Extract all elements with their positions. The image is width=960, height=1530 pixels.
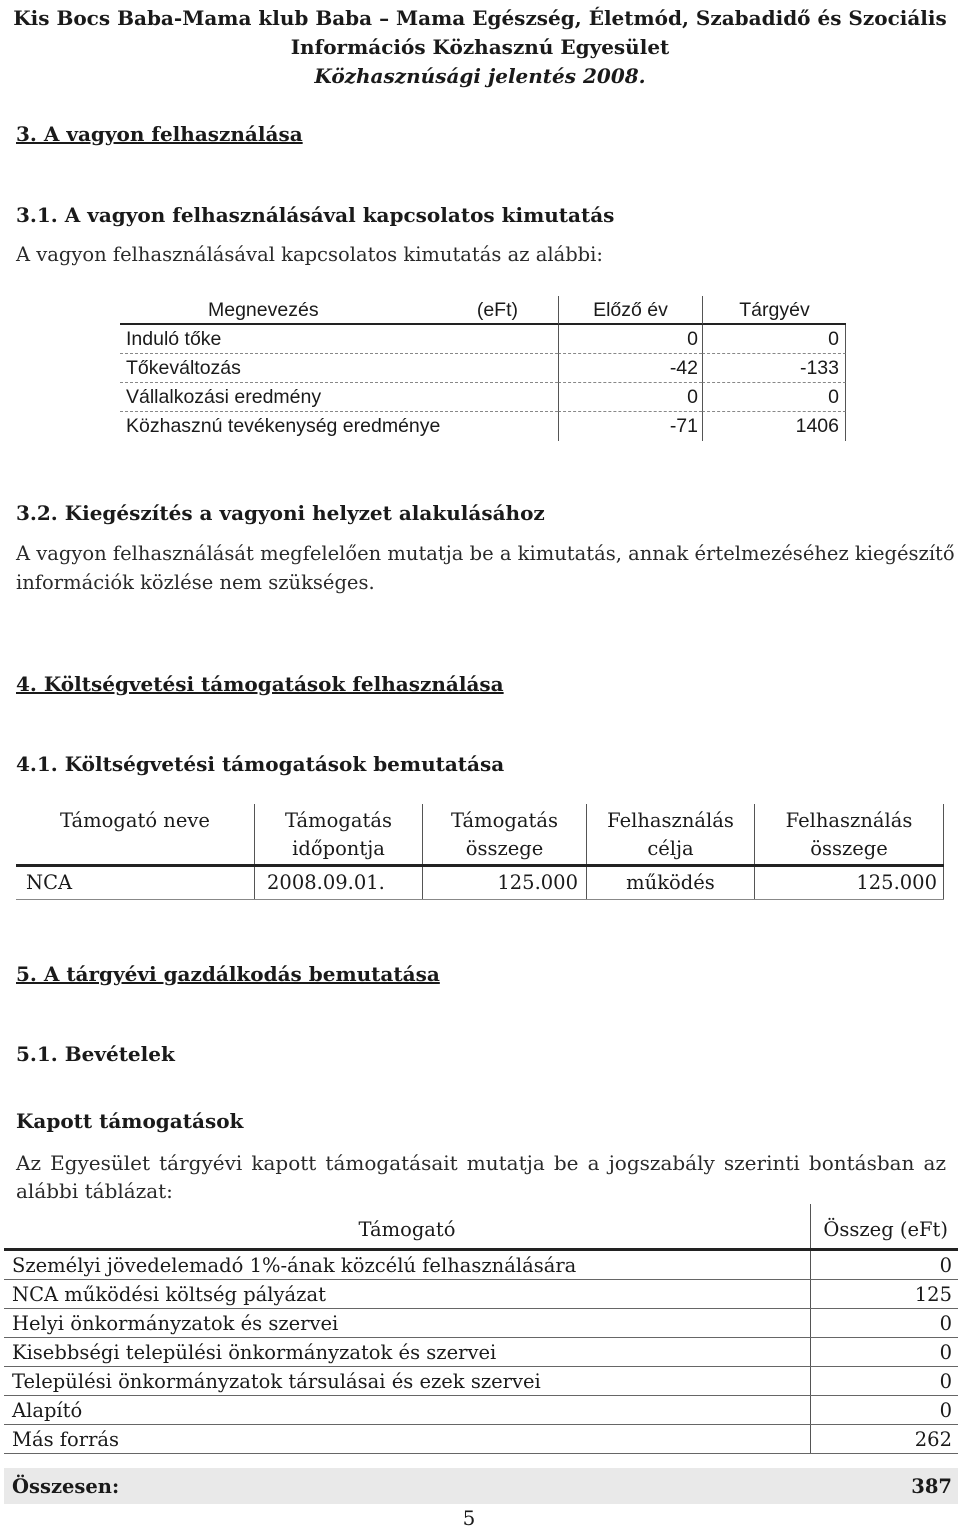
- table-row: Alapító 0: [4, 1396, 958, 1425]
- table-row: NCA működési költség pályázat 125: [4, 1280, 958, 1309]
- section-3-2-text-line2: információk közlése nem szükséges.: [16, 571, 375, 594]
- table-row: Közhasznú tevékenység eredménye -71 1406: [120, 412, 846, 441]
- table-header-row: [120, 296, 846, 325]
- section-5-title: 5. A tárgyévi gazdálkodás bemutatása: [16, 962, 440, 986]
- document-header: [0, 4, 960, 91]
- col-header-date: Támogatás időpontja: [254, 804, 422, 864]
- col-header-name: Megnevezés: [208, 299, 319, 321]
- table-row: Személyi jövedelemadó 1%-ának közcélú felhasználására 0: [4, 1251, 958, 1280]
- col-header-supporter: Támogató: [358, 1218, 456, 1241]
- table-header-row: [16, 804, 944, 867]
- subsidy-table: [16, 804, 944, 900]
- header-report-title: Közhasznúsági jelentés 2008.: [314, 64, 646, 88]
- table-row: Helyi önkormányzatok és szervei 0: [4, 1309, 958, 1338]
- table-total-row: [4, 1468, 958, 1504]
- table-row: Vállalkozási eredmény 0 0: [120, 383, 846, 412]
- asset-usage-table: [120, 296, 846, 441]
- col-header-used-amount: Felhasználás összege: [754, 804, 944, 864]
- col-header-amount: Támogatás összege: [422, 804, 586, 864]
- page-number: 5: [462, 1506, 476, 1530]
- section-4-title: 4. Költségvetési támogatások felhasználása: [16, 672, 504, 696]
- col-header-amount: Összeg (eFt): [810, 1204, 958, 1248]
- received-subsidies-text-line1: Az Egyesület tárgyévi kapott támogatásait mutatja be a jogszabály szerinti bontásban az: [16, 1151, 946, 1175]
- table-row: Kisebbségi települési önkormányzatok és szervei 0: [4, 1338, 958, 1367]
- col-header-supporter: Támogató neve: [60, 809, 210, 832]
- table-row: Induló tőke 0 0: [120, 325, 846, 354]
- section-3-2-title: 3.2. Kiegészítés a vagyoni helyzet alakulásához: [16, 501, 545, 525]
- table-row: Települési önkormányzatok társulásai és ezek szervei 0: [4, 1367, 958, 1396]
- table-row: NCA 2008.09.01. 125.000 működés 125.000: [16, 867, 944, 900]
- received-subsidies-table: [4, 1204, 958, 1504]
- section-3-1-text: A vagyon felhasználásával kapcsolatos kimutatás az alábbi:: [16, 243, 603, 266]
- section-5-1-title: 5.1. Bevételek: [16, 1042, 175, 1066]
- section-3-title: 3. A vagyon felhasználása: [16, 122, 303, 146]
- section-3-2-text-line1: A vagyon felhasználását megfelelően mutatja be a kimutatás, annak értelmezéséhez kiegészítő: [16, 542, 955, 565]
- col-header-prev-year: Előző év: [558, 296, 702, 325]
- received-subsidies-title: Kapott támogatások: [16, 1109, 244, 1133]
- section-3-1-title: 3.1. A vagyon felhasználásával kapcsolatos kimutatás: [16, 203, 615, 227]
- table-row: Tőkeváltozás -42 -133: [120, 354, 846, 383]
- col-header-current-year: Tárgyév: [702, 296, 846, 325]
- header-org-line2: Információs Közhasznú Egyesület: [290, 35, 670, 59]
- col-header-purpose: Felhasználás célja: [586, 804, 754, 864]
- total-label: Összesen:: [12, 1475, 120, 1498]
- col-header-unit: (eFt): [476, 299, 518, 321]
- received-subsidies-text-line2: alábbi táblázat:: [16, 1179, 173, 1203]
- table-row: Más forrás 262: [4, 1425, 958, 1454]
- total-value: 387: [911, 1475, 952, 1498]
- table-header-row: [4, 1204, 958, 1251]
- header-org-line1: Kis Bocs Baba-Mama klub Baba – Mama Egészség, Életmód, Szabadidő és Szociális: [13, 6, 947, 30]
- section-4-1-title: 4.1. Költségvetési támogatások bemutatása: [16, 752, 505, 776]
